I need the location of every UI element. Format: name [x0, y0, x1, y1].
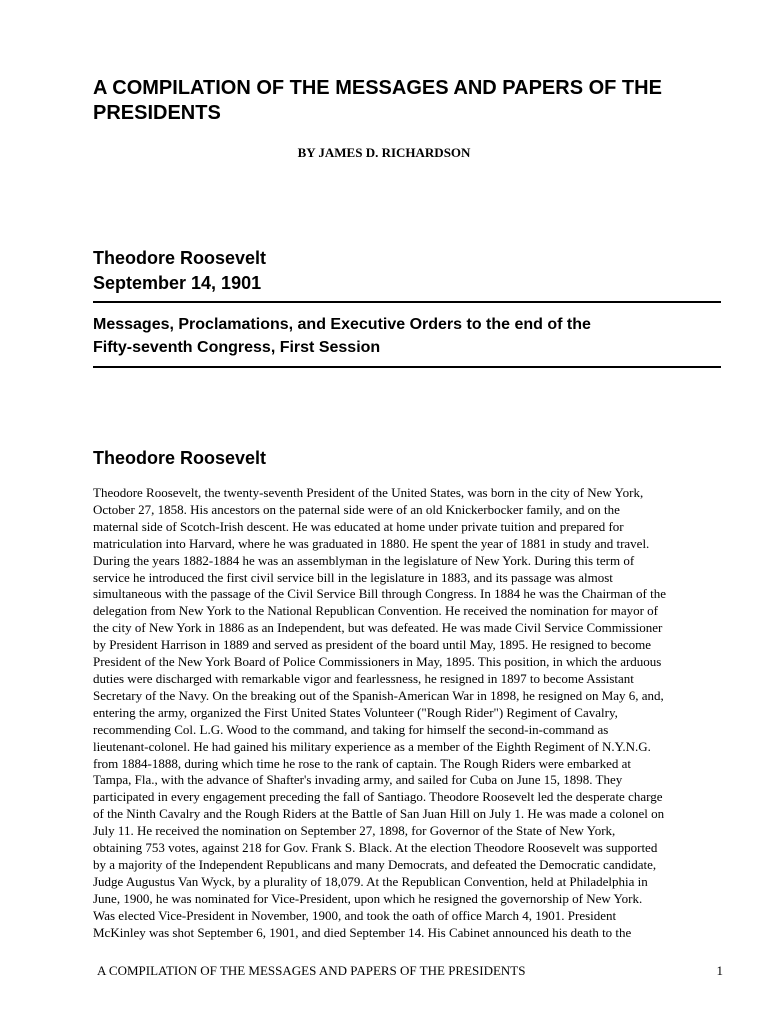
body-line: Secretary of the Navy. On the breaking out of the Spanish-American War in 1898, he resigned on May 6, and, — [93, 687, 664, 703]
section-subtitle-line: Messages, Proclamations, and Executive Orders to the end of the — [93, 316, 591, 333]
horizontal-rule-bottom — [93, 366, 721, 368]
body-line: participated in every engagement preceding the fall of Santiago. Theodore Roosevelt led the desperate charge — [93, 789, 663, 805]
body-line: Judge Augustus Van Wyck, by a plurality of 18,079. At the Republican Convention, held at Philadelphia in — [93, 873, 648, 889]
body-line: recommending Col. L.G. Wood to the command, and taking for himself the second-in-command as — [93, 721, 609, 737]
body-line: Tampa, Fla., with the advance of Shafter's invading army, and sailed for Cuba on June 15, 1898. They — [93, 772, 623, 788]
body-line: Theodore Roosevelt, the twenty-seventh President of the United States, was born in the city of New York, — [93, 485, 644, 500]
body-line: from 1884-1888, during which time he rose to the rank of captain. The Rough Riders were embarked at — [93, 755, 632, 771]
body-line: service he introduced the first civil service bill in the legislature in 1883, and its passage was almost — [93, 569, 613, 585]
president-date: September 14, 1901 — [93, 273, 262, 293]
body-line: of the Ninth Cavalry and the Rough Riders at the Battle of San Juan Hill on July 1. He was made a colonel on — [93, 806, 665, 822]
president-heading — [93, 246, 266, 296]
document-title-line: PRESIDENTS — [93, 102, 221, 124]
section-heading: Theodore Roosevelt — [93, 448, 267, 468]
body-line: Was elected Vice-President in November, 1900, and took the oath of office March 4, 1901. President — [93, 907, 617, 923]
body-line: the city of New York in 1886 as an Independent, but was defeated. He was made Civil Service Commissioner — [93, 620, 663, 636]
body-line: During the years 1882-1884 he was an assemblyman in the legislature of New York. During this term of — [93, 552, 635, 568]
author-byline: BY JAMES D. RICHARDSON — [297, 145, 471, 160]
body-line: matriculation into Harvard, where he was graduated in 1880. He spent the year of 1881 in study and travel. — [93, 535, 650, 551]
body-line: June, 1900, he was nominated for Vice-President, upon which he resigned the governorship of New York. — [93, 890, 643, 906]
body-line: by President Harrison in 1889 and served as president of the board until May, 1895. He resigned to become — [93, 637, 652, 653]
body-line: McKinley was shot September 6, 1901, and died September 14. His Cabinet announced his death to the — [93, 924, 632, 940]
body-line: October 27, 1858. His ancestors on the paternal side were of an old Knickerbocker family, and on the — [93, 501, 620, 517]
body-line: entering the army, organized the First United States Volunteer ("Rough Rider") Regiment of Cavalry, — [93, 704, 618, 720]
body-line: delegation from New York to the National Republican Convention. He received the nomination for mayor of — [93, 603, 658, 619]
body-line: July 11. He received the nomination on September 27, 1898, for Governor of the State of New York, — [93, 823, 616, 839]
president-name: Theodore Roosevelt — [93, 248, 267, 268]
section-subtitle-line: Fifty-seventh Congress, First Session — [93, 339, 381, 356]
page-footer — [97, 962, 723, 980]
body-line: duties were discharged with remarkable vigor and fearlessness, he resigned in 1897 to become Assistant — [93, 670, 634, 686]
document-title-line: A COMPILATION OF THE MESSAGES AND PAPERS OF THE — [93, 77, 662, 99]
body-line: obtaining 753 votes, against 218 for Gov. Frank S. Black. At the election Theodore Roosevelt was supported — [93, 840, 658, 856]
footer-title: A COMPILATION OF THE MESSAGES AND PAPERS OF THE PRESIDENTS — [97, 963, 526, 978]
body-line: lieutenant-colonel. He had gained his military experience as a member of the Eighth Regiment of N.Y.N.G. — [93, 738, 651, 754]
body-line: simultaneous with the passage of the Civil Service Bill through Congress. In 1884 he was the Chairman of the — [93, 586, 666, 602]
body-paragraph — [93, 485, 721, 941]
horizontal-rule-top — [93, 301, 721, 303]
body-line: by a majority of the Independent Republicans and many Democrats, and defeated the Democratic candidate, — [93, 856, 657, 872]
page-number: 1 — [716, 963, 723, 978]
body-line: President of the New York Board of Police Commissioners in May, 1895. This position, in which the arduous — [93, 654, 662, 670]
section-subtitle — [93, 313, 721, 359]
document-title — [93, 76, 733, 126]
body-line: maternal side of Scotch-Irish descent. He was educated at home under private tuition and prepared for — [93, 518, 624, 534]
